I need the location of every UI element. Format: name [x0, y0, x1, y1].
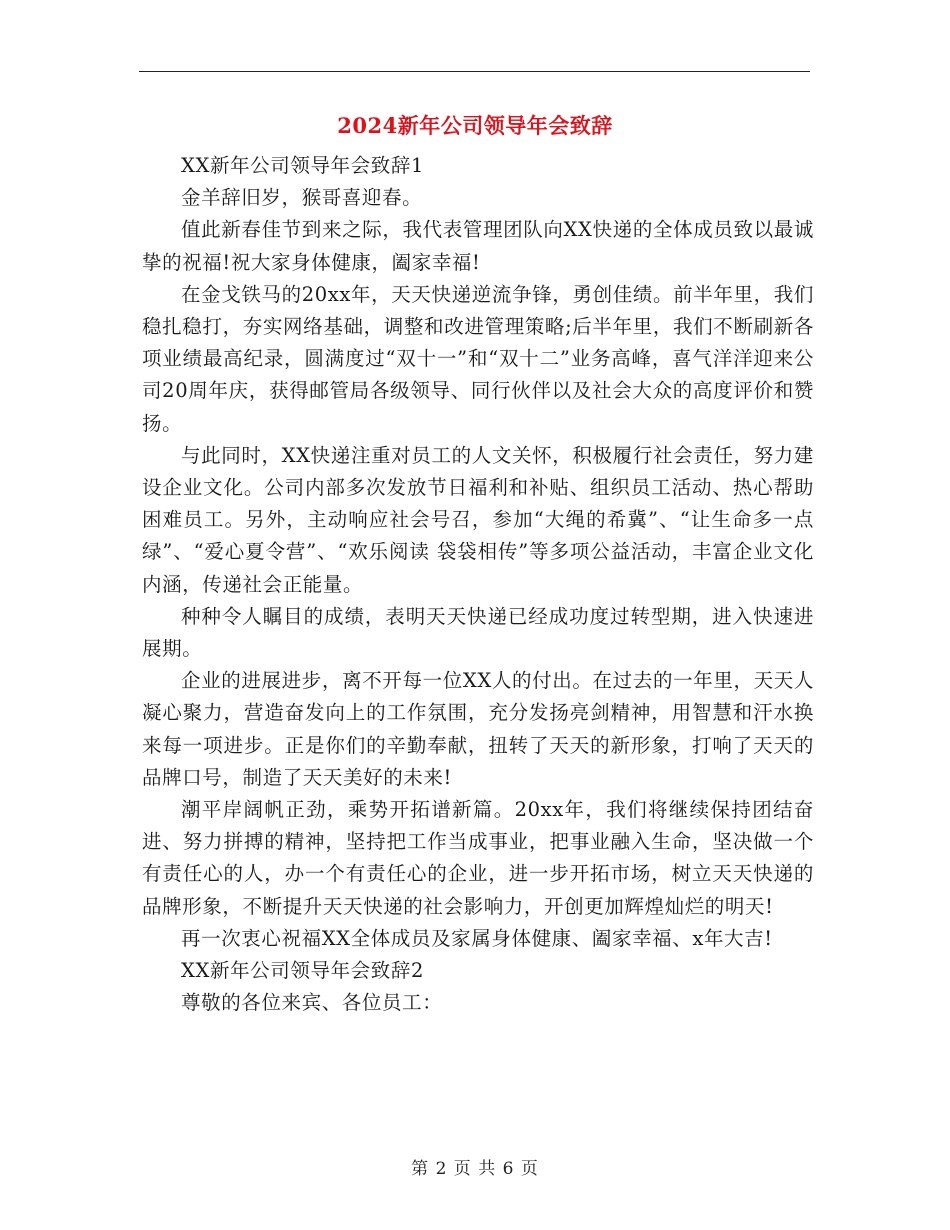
header-rule [139, 71, 810, 72]
paragraph-opening-couplet: 金羊辞旧岁，猴哥喜迎春。 [181, 186, 423, 210]
paragraph-culture: 与此同时，XX快递注重对员工的人文关怀，积极履行社会责任，努力建设企业文化。公司内部多次发放节日福利和补贴、组织员工活动、热心帮助困难员工。另外，主动响应社会号召，参加“大绳的希冀”、“让生命多一点绿”、“爱心夏令营”、“欢乐阅读 袋袋相传”等多项公益活动，丰富企业文化内涵，传递社会正能量。 [142, 443, 814, 596]
page-number: 第 2 页 共 6 页 [411, 1159, 539, 1179]
paragraph-salutation: 尊敬的各位来宾、各位员工： [181, 991, 443, 1015]
paragraph-transition: 种种令人瞩目的成绩，表明天天快递已经成功度过转型期，进入快速进展期。 [142, 604, 814, 661]
paragraph-achievements: 在金戈铁马的20xx年，天天快递逆流争锋，勇创佳绩。前半年里，我们稳扎稳打，夯实网络基础，调整和改进管理策略;后半年里，我们不断刷新各项业绩最高纪录，圆满度过“双十一”和“双十二”业务高峰，喜气洋洋迎来公司20周年庆，获得邮管局各级领导、同行伙伴以及社会大众的高度评价和赞扬。 [142, 282, 814, 435]
paragraph-greeting: 值此新春佳节到来之际，我代表管理团队向XX快递的全体成员致以最诚挚的祝福!祝大家身体健康，阖家幸福! [142, 218, 814, 274]
speech-heading-2: XX新年公司领导年会致辞2 [181, 959, 424, 983]
paragraph-closing-wish: 再一次衷心祝福XX全体成员及家属身体健康、阖家幸福、x年大吉! [181, 926, 773, 950]
paragraph-thanks: 企业的进展进步，离不开每一位XX人的付出。在过去的一年里，天天人凝心聚力，营造奋发向上的工作氛围，充分发扬亮剑精神，用智慧和汗水换来每一项进步。正是你们的辛勤奉献，扭转了天天的新形象，打响了天天的品牌口号，制造了天天美好的未来! [142, 669, 814, 789]
paragraph-outlook: 潮平岸阔帆正劲，乘势开拓谱新篇。20xx年，我们将继续保持团结奋进、努力拼搏的精神，坚持把工作当成事业，把事业融入生命，坚决做一个有责任心的人，办一个有责任心的企业，进一步开拓市场，树立天天快递的品牌形象，不断提升天天快递的社会影响力，开创更加辉煌灿烂的明天! [142, 798, 814, 918]
document-body [142, 150, 814, 1019]
speech-heading-1: XX新年公司领导年会致辞1 [181, 154, 424, 177]
document-title: 2024新年公司领导年会致辞 [337, 113, 613, 138]
